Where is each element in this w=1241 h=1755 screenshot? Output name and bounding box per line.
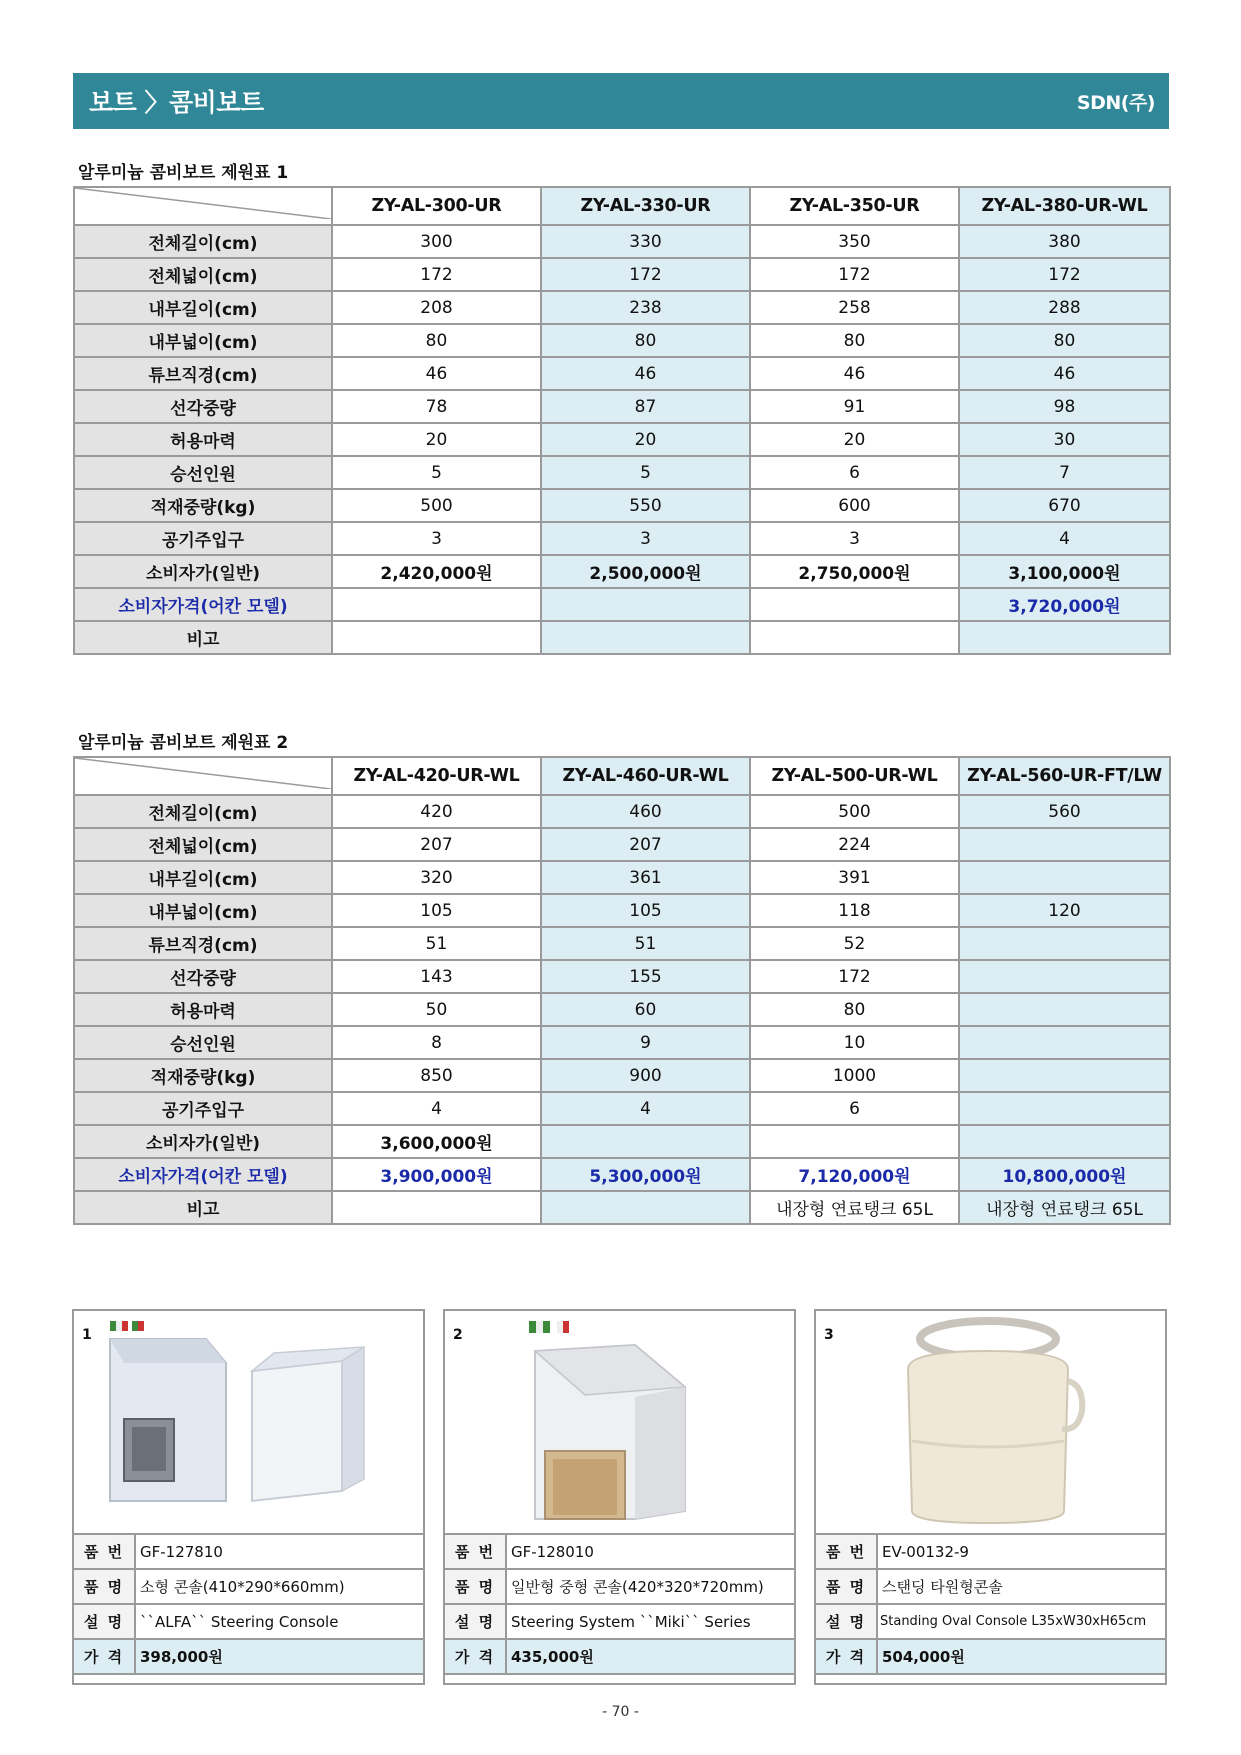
table-cell: 300 xyxy=(332,225,541,258)
table-cell: 10 xyxy=(750,1026,959,1059)
row-label: 소비자가격(어칸 모델) xyxy=(74,1158,332,1191)
table-cell: 172 xyxy=(750,960,959,993)
table-row xyxy=(74,489,1170,522)
table-cell: 224 xyxy=(750,828,959,861)
table-row xyxy=(74,258,1170,291)
table-cell: 600 xyxy=(750,489,959,522)
row-label: 튜브직경(cm) xyxy=(74,357,332,390)
table-row xyxy=(74,423,1170,456)
table-row xyxy=(74,390,1170,423)
row-label: 내부길이(cm) xyxy=(74,291,332,324)
field-label: 품 번 xyxy=(444,1534,506,1569)
product-card[interactable] xyxy=(443,1309,796,1685)
table1-caption: 알루미늄 콤비보트 제원표 1 xyxy=(78,163,289,183)
table-cell: 4 xyxy=(959,522,1170,555)
table-cell: 3 xyxy=(332,522,541,555)
model-header: ZY-AL-380-UR-WL xyxy=(959,187,1170,225)
row-label: 전체넓이(cm) xyxy=(74,258,332,291)
table-row xyxy=(74,927,1170,960)
field-label: 가 격 xyxy=(444,1639,506,1674)
table-cell xyxy=(750,621,959,654)
price-cell: 2,750,000원 xyxy=(750,555,959,588)
table-cell: 5 xyxy=(541,456,750,489)
table-cell: 4 xyxy=(541,1092,750,1125)
table-cell: 420 xyxy=(332,795,541,828)
product-name: 일반형 중형 콘솔(420*320*720mm) xyxy=(506,1569,795,1604)
field-label: 품 번 xyxy=(73,1534,135,1569)
table-row xyxy=(74,960,1170,993)
model-header: ZY-AL-300-UR xyxy=(332,187,541,225)
table-header-row xyxy=(74,757,1170,795)
table-row xyxy=(815,1604,1166,1639)
price-cell xyxy=(541,1125,750,1158)
page-title: 보트 〉콤비보트 xyxy=(89,88,264,117)
table-cell: 5 xyxy=(332,456,541,489)
diagonal-line xyxy=(75,188,331,219)
table-row xyxy=(73,1639,424,1674)
table-cell xyxy=(959,861,1170,894)
spec-table-2 xyxy=(73,756,1171,1225)
table-row xyxy=(74,795,1170,828)
row-label: 내부길이(cm) xyxy=(74,861,332,894)
row-label: 적재중량(kg) xyxy=(74,1059,332,1092)
table-cell xyxy=(959,960,1170,993)
table-cell: 6 xyxy=(750,456,959,489)
table-cell xyxy=(959,1092,1170,1125)
company-name: SDN(주) xyxy=(1076,91,1155,114)
table-cell: 80 xyxy=(541,324,750,357)
console-image xyxy=(74,1311,423,1533)
table-row xyxy=(444,1639,795,1674)
table-row xyxy=(74,621,1170,654)
row-label: 공기주입구 xyxy=(74,522,332,555)
product-price: 398,000원 xyxy=(135,1639,424,1674)
table-row xyxy=(74,1125,1170,1158)
table-cell: 46 xyxy=(959,357,1170,390)
product-info-table xyxy=(443,1533,796,1675)
table-cell xyxy=(959,621,1170,654)
product-name: 스탠딩 타원형콘솔 xyxy=(877,1569,1166,1604)
row-label: 적재중량(kg) xyxy=(74,489,332,522)
table-row xyxy=(444,1569,795,1604)
table-cell: 500 xyxy=(332,489,541,522)
model-header: ZY-AL-460-UR-WL xyxy=(541,757,750,795)
table-row xyxy=(815,1569,1166,1604)
table-row xyxy=(74,1092,1170,1125)
table-cell: 20 xyxy=(541,423,750,456)
table-row xyxy=(74,828,1170,861)
corner-cell xyxy=(74,187,332,225)
price-cell: 5,300,000원 xyxy=(541,1158,750,1191)
table-cell: 350 xyxy=(750,225,959,258)
product-number: 2 xyxy=(453,1327,463,1343)
table-cell: 500 xyxy=(750,795,959,828)
price-cell: 7,120,000원 xyxy=(750,1158,959,1191)
table-row xyxy=(74,588,1170,621)
row-label: 허용마력 xyxy=(74,993,332,1026)
table-cell: 330 xyxy=(541,225,750,258)
product-code: GF-127810 xyxy=(135,1534,424,1569)
row-label: 승선인원 xyxy=(74,456,332,489)
product-code: EV-00132-9 xyxy=(877,1534,1166,1569)
table-cell: 7 xyxy=(959,456,1170,489)
table-cell: 380 xyxy=(959,225,1170,258)
row-label: 소비자가(일반) xyxy=(74,1125,332,1158)
table-cell: 118 xyxy=(750,894,959,927)
row-label: 전체넓이(cm) xyxy=(74,828,332,861)
table-cell: 172 xyxy=(332,258,541,291)
table-cell: 60 xyxy=(541,993,750,1026)
table-cell: 내장형 연료탱크 65L xyxy=(750,1191,959,1224)
table-cell: 46 xyxy=(332,357,541,390)
table-cell: 155 xyxy=(541,960,750,993)
product-price: 435,000원 xyxy=(506,1639,795,1674)
table-cell: 143 xyxy=(332,960,541,993)
row-label: 전체길이(cm) xyxy=(74,795,332,828)
table-row xyxy=(73,1569,424,1604)
table-cell: 238 xyxy=(541,291,750,324)
page-number: - 70 - xyxy=(602,1704,639,1720)
table-row xyxy=(74,894,1170,927)
table-row xyxy=(74,291,1170,324)
table-row xyxy=(815,1639,1166,1674)
price-cell xyxy=(959,1125,1170,1158)
product-info-table xyxy=(814,1533,1167,1675)
table-row xyxy=(444,1534,795,1569)
field-label: 설 명 xyxy=(73,1604,135,1639)
table-cell: 51 xyxy=(541,927,750,960)
spec-table-1 xyxy=(73,186,1171,655)
table-cell: 4 xyxy=(332,1092,541,1125)
table-cell xyxy=(959,1059,1170,1092)
table-cell: 20 xyxy=(750,423,959,456)
table-cell: 87 xyxy=(541,390,750,423)
row-label: 소비자가격(어칸 모델) xyxy=(74,588,332,621)
row-label: 선각중량 xyxy=(74,960,332,993)
table-cell: 3 xyxy=(750,522,959,555)
table-cell: 288 xyxy=(959,291,1170,324)
corner-cell xyxy=(74,757,332,795)
table-row xyxy=(74,1059,1170,1092)
product-code: GF-128010 xyxy=(506,1534,795,1569)
table-cell: 207 xyxy=(332,828,541,861)
table-header-row xyxy=(74,187,1170,225)
table-cell xyxy=(541,621,750,654)
table-cell: 172 xyxy=(750,258,959,291)
table-cell: 172 xyxy=(541,258,750,291)
field-label: 가 격 xyxy=(815,1639,877,1674)
field-label: 설 명 xyxy=(815,1604,877,1639)
row-label: 튜브직경(cm) xyxy=(74,927,332,960)
model-header: ZY-AL-500-UR-WL xyxy=(750,757,959,795)
field-label: 설 명 xyxy=(444,1604,506,1639)
row-label: 승선인원 xyxy=(74,1026,332,1059)
table-row xyxy=(74,993,1170,1026)
table-cell: 내장형 연료탱크 65L xyxy=(959,1191,1170,1224)
table-row xyxy=(74,456,1170,489)
table-cell: 258 xyxy=(750,291,959,324)
row-label: 선각중량 xyxy=(74,390,332,423)
diagonal-line xyxy=(75,758,331,789)
row-label: 허용마력 xyxy=(74,423,332,456)
table-cell xyxy=(959,1026,1170,1059)
table-cell: 3 xyxy=(541,522,750,555)
table-cell: 670 xyxy=(959,489,1170,522)
table-cell: 46 xyxy=(541,357,750,390)
product-name: 소형 콘솔(410*290*660mm) xyxy=(135,1569,424,1604)
model-header: ZY-AL-560-UR-FT/LW xyxy=(959,757,1170,795)
table-row xyxy=(74,555,1170,588)
product-description: Steering System ``Miki`` Series xyxy=(506,1604,795,1639)
table-cell xyxy=(959,927,1170,960)
table-cell: 51 xyxy=(332,927,541,960)
model-header: ZY-AL-350-UR xyxy=(750,187,959,225)
table-cell: 105 xyxy=(541,894,750,927)
price-cell: 3,900,000원 xyxy=(332,1158,541,1191)
table-cell xyxy=(541,1191,750,1224)
field-label: 품 명 xyxy=(73,1569,135,1604)
table-cell xyxy=(332,1191,541,1224)
model-header: ZY-AL-420-UR-WL xyxy=(332,757,541,795)
table-cell: 50 xyxy=(332,993,541,1026)
table-cell xyxy=(959,828,1170,861)
console-image xyxy=(445,1311,794,1533)
table-row xyxy=(73,1604,424,1639)
price-cell xyxy=(750,1125,959,1158)
table-cell: 80 xyxy=(332,324,541,357)
table-cell: 460 xyxy=(541,795,750,828)
price-cell: 10,800,000원 xyxy=(959,1158,1170,1191)
row-label: 비고 xyxy=(74,621,332,654)
price-cell xyxy=(750,588,959,621)
table-cell: 320 xyxy=(332,861,541,894)
table-cell xyxy=(959,993,1170,1026)
row-label: 비고 xyxy=(74,1191,332,1224)
price-cell: 3,600,000원 xyxy=(332,1125,541,1158)
table-cell: 120 xyxy=(959,894,1170,927)
table-cell: 207 xyxy=(541,828,750,861)
table-cell: 30 xyxy=(959,423,1170,456)
console-image xyxy=(816,1311,1165,1533)
price-cell: 2,500,000원 xyxy=(541,555,750,588)
table-row xyxy=(74,324,1170,357)
product-description: Standing Oval Console L35xW30xH65cm xyxy=(877,1604,1166,1639)
table-cell: 172 xyxy=(959,258,1170,291)
row-label: 전체길이(cm) xyxy=(74,225,332,258)
table-cell: 80 xyxy=(959,324,1170,357)
product-number: 1 xyxy=(82,1327,92,1343)
table-row xyxy=(74,861,1170,894)
table-row xyxy=(74,1158,1170,1191)
field-label: 품 명 xyxy=(444,1569,506,1604)
table-cell: 1000 xyxy=(750,1059,959,1092)
table-cell: 361 xyxy=(541,861,750,894)
table-cell: 8 xyxy=(332,1026,541,1059)
table-cell: 208 xyxy=(332,291,541,324)
product-card[interactable] xyxy=(814,1309,1167,1685)
table-cell: 91 xyxy=(750,390,959,423)
table-cell: 46 xyxy=(750,357,959,390)
field-label: 품 번 xyxy=(815,1534,877,1569)
field-label: 가 격 xyxy=(73,1639,135,1674)
table-cell: 550 xyxy=(541,489,750,522)
row-label: 소비자가(일반) xyxy=(74,555,332,588)
table-row xyxy=(74,1026,1170,1059)
model-header: ZY-AL-330-UR xyxy=(541,187,750,225)
table-row xyxy=(74,1191,1170,1224)
table-cell: 98 xyxy=(959,390,1170,423)
price-cell: 3,100,000원 xyxy=(959,555,1170,588)
table2-caption: 알루미늄 콤비보트 제원표 2 xyxy=(78,733,289,753)
price-cell xyxy=(541,588,750,621)
product-info-table xyxy=(72,1533,425,1675)
table-cell: 391 xyxy=(750,861,959,894)
header-banner xyxy=(73,73,1169,129)
product-card[interactable] xyxy=(72,1309,425,1685)
row-label: 내부넓이(cm) xyxy=(74,894,332,927)
table-row xyxy=(74,225,1170,258)
table-cell: 9 xyxy=(541,1026,750,1059)
product-price: 504,000원 xyxy=(877,1639,1166,1674)
table-cell: 52 xyxy=(750,927,959,960)
table-cell: 20 xyxy=(332,423,541,456)
table-row xyxy=(74,357,1170,390)
table-row xyxy=(444,1604,795,1639)
product-description: ``ALFA`` Steering Console xyxy=(135,1604,424,1639)
table-cell: 80 xyxy=(750,324,959,357)
table-cell: 560 xyxy=(959,795,1170,828)
table-cell: 850 xyxy=(332,1059,541,1092)
price-cell: 2,420,000원 xyxy=(332,555,541,588)
field-label: 품 명 xyxy=(815,1569,877,1604)
table-cell: 900 xyxy=(541,1059,750,1092)
product-number: 3 xyxy=(824,1327,834,1343)
table-row xyxy=(74,522,1170,555)
table-cell: 105 xyxy=(332,894,541,927)
price-cell: 3,720,000원 xyxy=(959,588,1170,621)
row-label: 공기주입구 xyxy=(74,1092,332,1125)
table-row xyxy=(815,1534,1166,1569)
row-label: 내부넓이(cm) xyxy=(74,324,332,357)
table-cell: 78 xyxy=(332,390,541,423)
table-cell xyxy=(332,621,541,654)
table-cell: 80 xyxy=(750,993,959,1026)
table-row xyxy=(73,1534,424,1569)
table-cell: 6 xyxy=(750,1092,959,1125)
price-cell xyxy=(332,588,541,621)
